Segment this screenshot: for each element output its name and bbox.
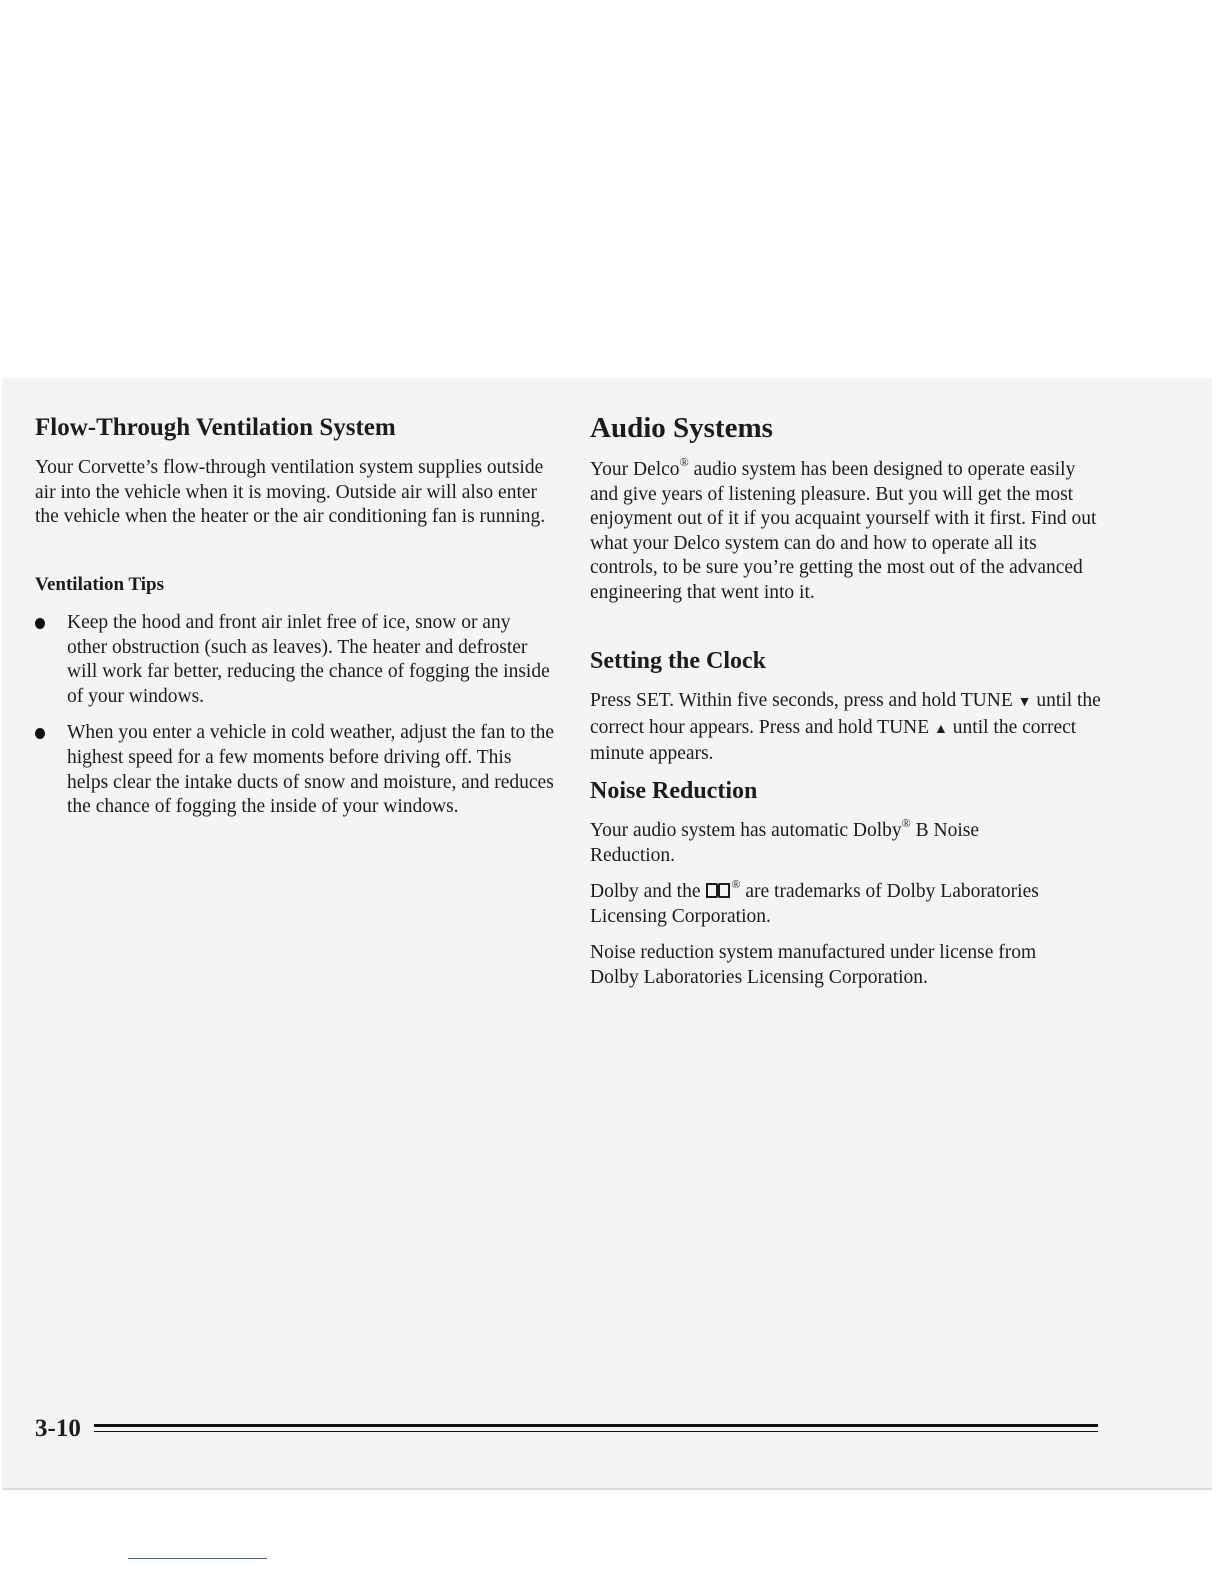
bullet-icon [35,728,45,739]
tune-up-arrow-icon: ▲ [934,721,948,737]
footer-rule [94,1424,1098,1427]
registered-mark: ® [901,816,911,830]
registered-mark: ® [679,455,689,469]
clock-text-1: Press SET. Within five seconds, press and hold TUNE [590,690,1013,711]
list-item-text: When you enter a vehicle in cold weather, adjust the fan to the highest speed for a few moments before driving off. This helps clear the intake ducts of snow and moisture, and reduces the chance of fogging the inside of your windows. [67,722,555,818]
audio-intro-start: Your Delco [590,459,680,480]
dolby-double-d-icon [706,883,730,898]
noise-reduction-p2 [590,877,1060,929]
noise-text-1: Your audio system has automatic Dolby [590,820,902,841]
manual-page [2,378,1212,1490]
section-heading-audio-systems: Audio Systems [590,412,773,444]
clock-text-2: until the correct hour appears. Press and hold TUNE [590,690,1101,738]
footer-rule-thin [94,1431,1098,1432]
list-item [35,721,555,819]
ventilation-tips-list [35,611,555,832]
registered-mark: ® [731,877,741,891]
list-item-text: Keep the hood and front air inlet free of ice, snow or any other obstruction (such as leaves). The heater and defroster will work far better, reducing the chance of fogging the inside of your windows. [67,612,550,707]
section-heading-ventilation: Flow-Through Ventilation System [35,414,396,441]
page-number: 3-10 [35,1415,81,1442]
tune-down-arrow-icon: ▼ [1017,695,1032,710]
bullet-icon [35,618,45,629]
section-heading-setting-clock: Setting the Clock [590,648,766,674]
clock-instructions [590,689,1102,767]
list-item [35,611,555,709]
ventilation-intro: Your Corvette’s flow-through ventilation system supplies outside air into the vehicle when it is moving. Outside air will also enter the vehicle when the heater or the air conditioning fan is running. [35,457,546,528]
noise-text-2b: are trademarks of Dolby Laboratories Licensing Corporation. [590,881,1039,927]
clock-text-3: until the correct minute appears. [590,716,1077,765]
audio-intro-rest: audio system has been designed to operate easily and give years of listening pleasure. But you will get the most enjoyment out of it if you acquaint yourself with it first. Find out what your Delco system can do and how to operate all its controls, to be sure you’re getting the most out of the advanced engineering that went into it. [590,459,1097,603]
noise-text-1b: B Noise Reduction. [590,820,979,866]
noise-reduction-p1 [590,816,1060,868]
audio-intro [590,455,1102,606]
section-heading-noise-reduction: Noise Reduction [590,778,758,804]
noise-reduction-p3: Noise reduction system manufactured under license from Dolby Laboratories Licensing Corporation. [590,942,1037,988]
bottom-underline-mark [128,1558,267,1559]
subheading-ventilation-tips: Ventilation Tips [35,574,165,595]
noise-text-2: Dolby and the [590,881,706,902]
